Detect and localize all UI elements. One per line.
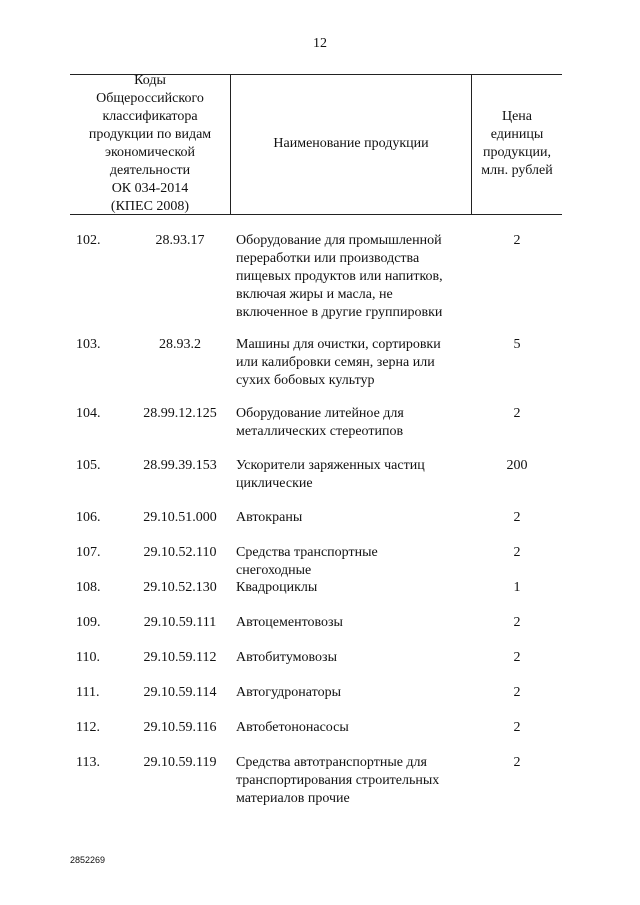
row-number: 113. <box>76 755 100 770</box>
row-code: 28.99.12.125 <box>143 406 217 421</box>
row-number: 108. <box>76 580 101 595</box>
row-number: 103. <box>76 337 101 352</box>
row-code: 29.10.59.114 <box>143 685 217 700</box>
row-price: 2 <box>513 545 521 560</box>
row-name: Автобитумовозы <box>236 650 337 665</box>
row-number: 112. <box>76 720 100 735</box>
row-name: Оборудование литейное для металлических стереотипов <box>236 406 404 439</box>
row-name: Автоцементовозы <box>236 615 343 630</box>
row-number: 111. <box>76 685 100 700</box>
header-name: Наименование продукции <box>273 136 429 151</box>
row-number: 109. <box>76 615 101 630</box>
row-name: Машины для очистки, сортировки или калибровки семян, зерна или сухих бобовых культур <box>236 337 441 388</box>
row-price: 2 <box>513 615 521 630</box>
row-code: 29.10.59.112 <box>143 650 217 665</box>
row-price: 2 <box>513 755 521 770</box>
row-price: 1 <box>513 580 521 595</box>
row-number: 107. <box>76 545 101 560</box>
row-name: Ускорители заряженных частиц циклические <box>236 458 425 491</box>
row-code: 29.10.59.111 <box>143 615 217 630</box>
row-name: Автобетононасосы <box>236 720 349 735</box>
row-code: 29.10.52.130 <box>143 580 217 595</box>
row-price: 2 <box>513 650 521 665</box>
row-price: 2 <box>513 720 521 735</box>
header-price: Цена единицы продукции, млн. рублей <box>481 109 553 178</box>
page-number: 12 <box>313 36 327 51</box>
row-price: 2 <box>513 406 521 421</box>
row-number: 104. <box>76 406 101 421</box>
row-number: 102. <box>76 233 101 248</box>
row-name: Автокраны <box>236 510 303 525</box>
row-code: 28.93.17 <box>155 233 205 248</box>
row-number: 105. <box>76 458 101 473</box>
row-code: 29.10.51.000 <box>143 510 217 525</box>
row-name: Оборудование для промышленной переработки или производства пищевых продуктов или напитков, включая жиры и масла, не включенное в другие группировки <box>236 233 443 320</box>
row-code: 28.99.39.153 <box>143 458 217 473</box>
row-code: 28.93.2 <box>159 337 201 352</box>
header-codes: Коды Общероссийского классификатора продукции по видам экономической деятельности ОК 034-2014 (КПЕС 2008) <box>88 73 212 214</box>
document-id: 2852269 <box>70 855 106 865</box>
row-name: Средства автотранспортные для транспортирования строительных материалов прочие <box>236 755 440 806</box>
row-price: 2 <box>513 685 521 700</box>
row-price: 5 <box>513 337 521 352</box>
row-name: Автогудронаторы <box>236 685 341 700</box>
row-price: 2 <box>513 510 521 525</box>
row-number: 110. <box>76 650 100 665</box>
row-code: 29.10.59.119 <box>143 755 217 770</box>
row-code: 29.10.59.116 <box>143 720 217 735</box>
row-price: 200 <box>506 458 528 473</box>
row-name: Квадроциклы <box>236 580 318 595</box>
row-number: 106. <box>76 510 101 525</box>
row-name: Средства транспортные снегоходные <box>236 545 378 578</box>
row-code: 29.10.52.110 <box>143 545 217 560</box>
row-price: 2 <box>513 233 521 248</box>
